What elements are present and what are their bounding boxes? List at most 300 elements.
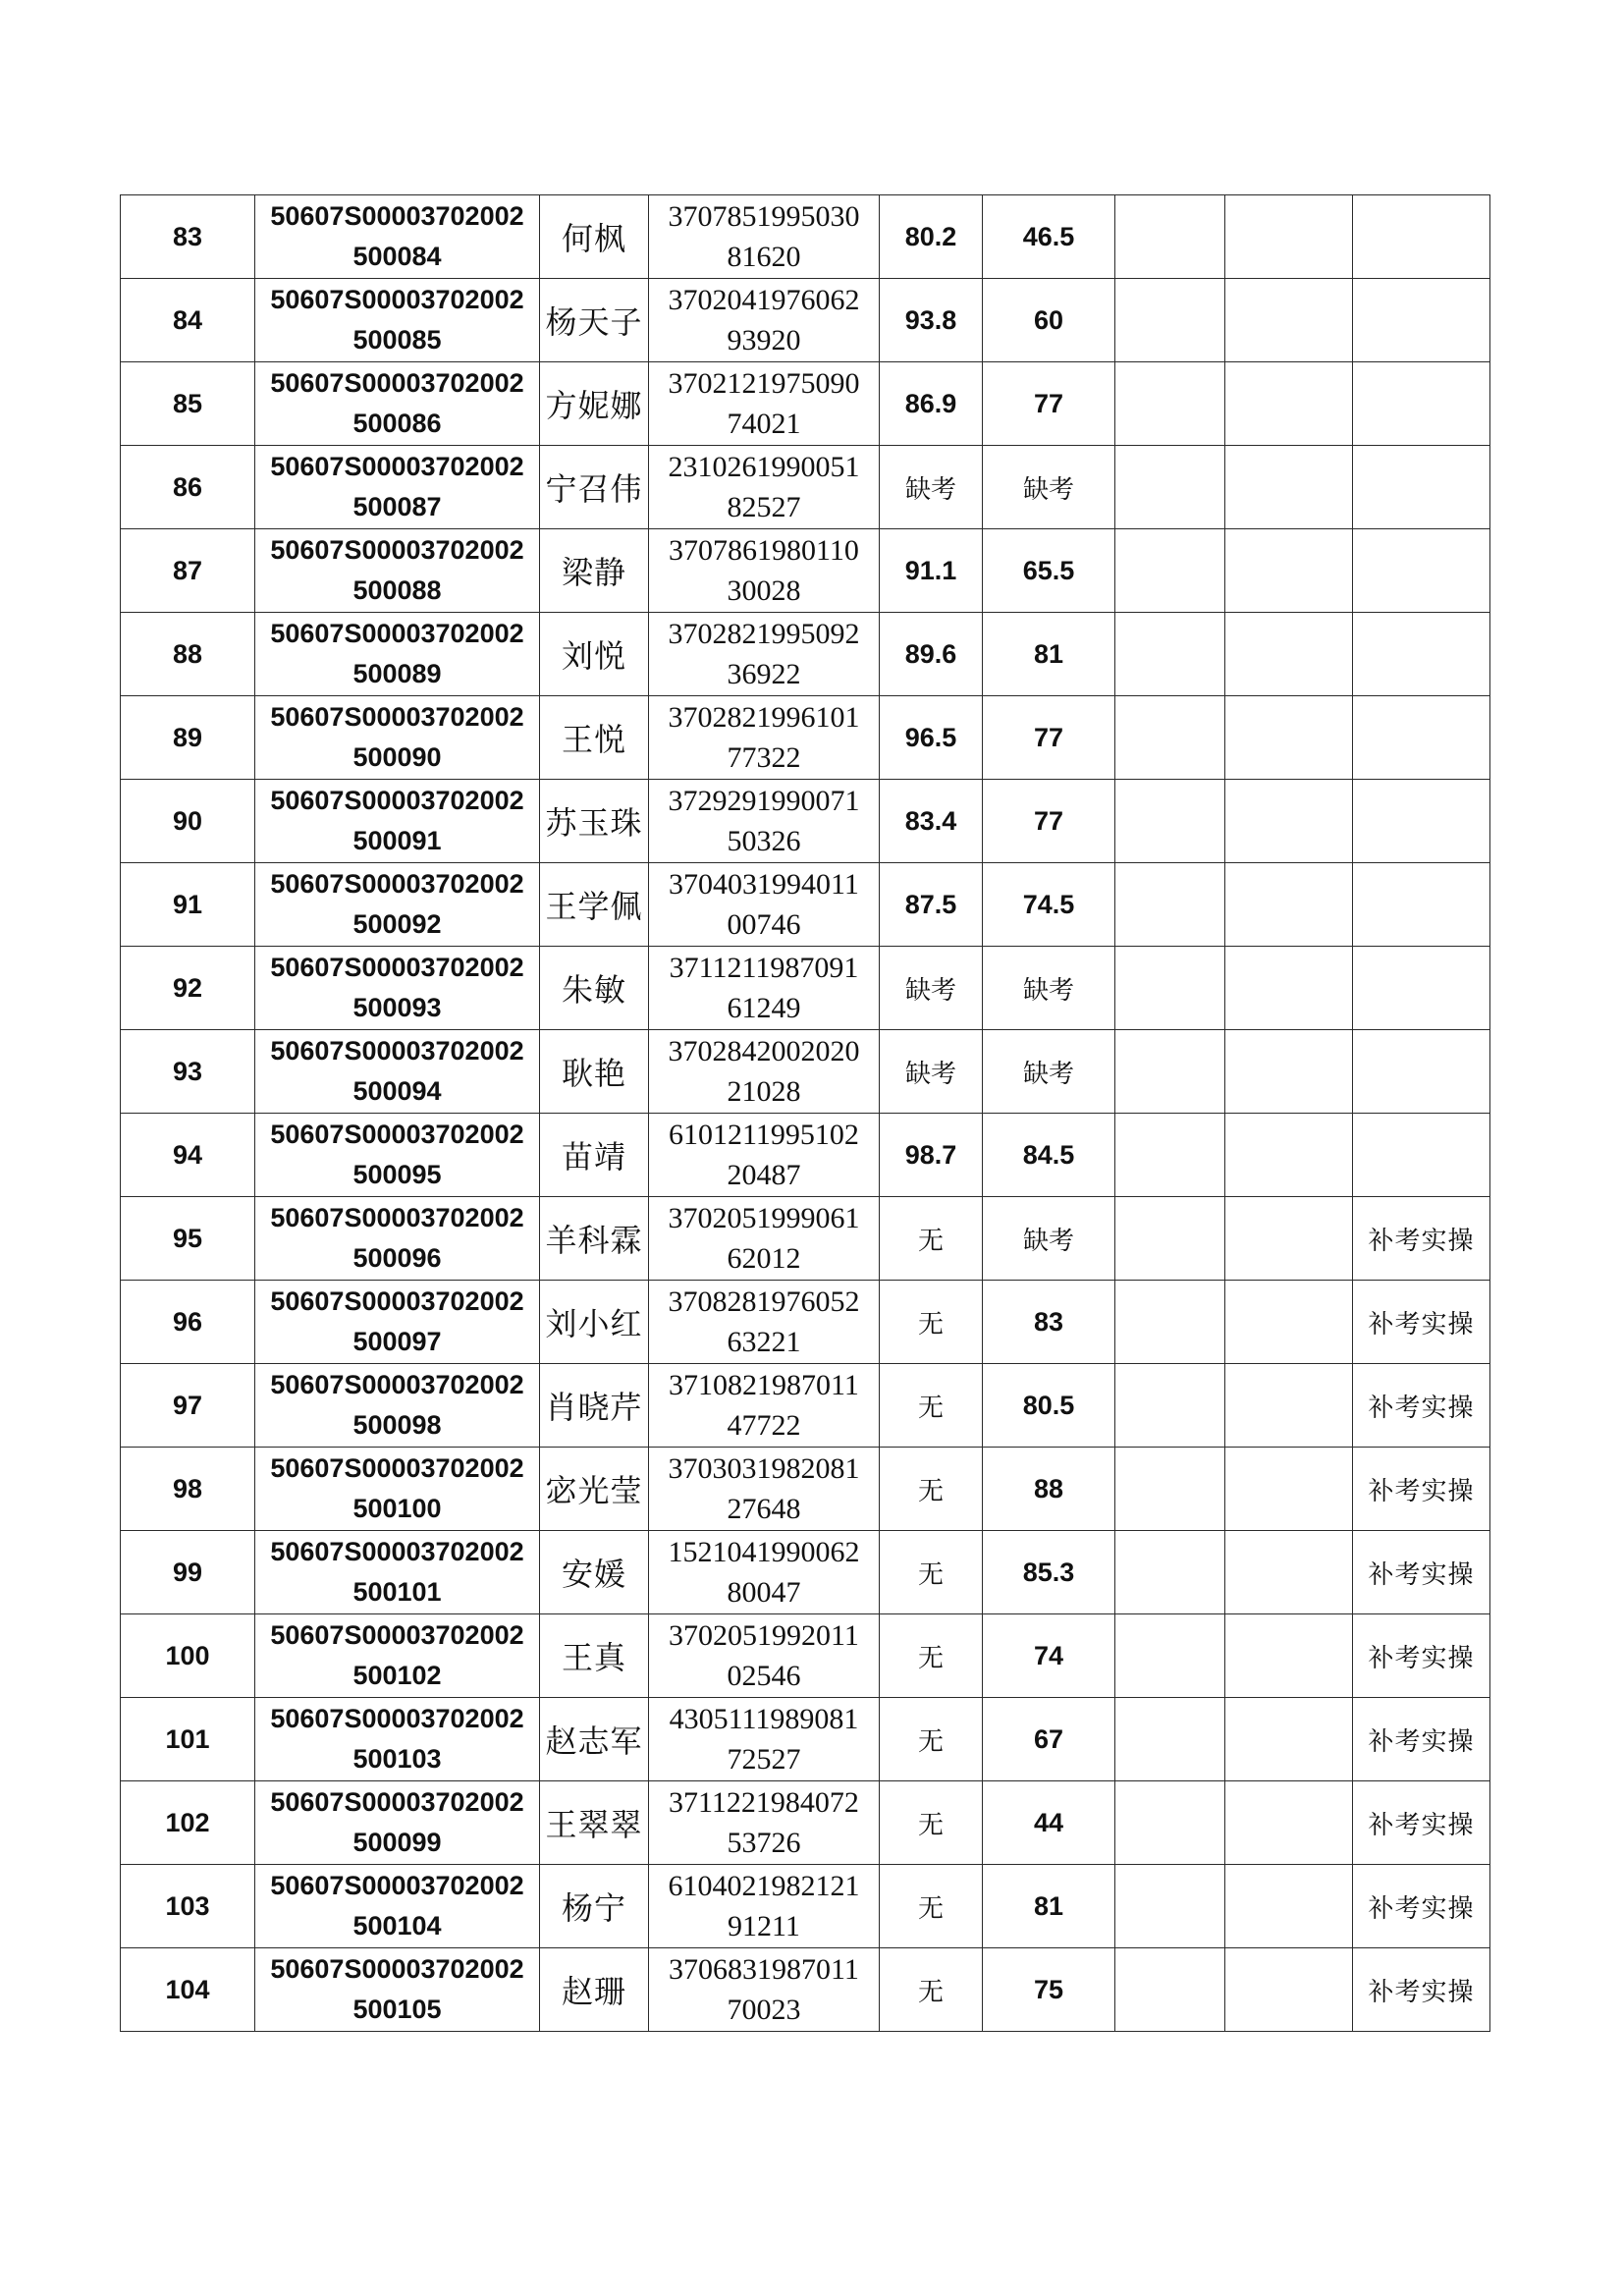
certificate-number-line2: 500088 — [352, 575, 442, 605]
table-body — [121, 195, 1490, 2032]
certificate-number-line2: 500103 — [352, 1744, 442, 1774]
candidate-name: 赵珊 — [540, 1948, 649, 2032]
candidate-name: 王翠翠 — [540, 1781, 649, 1865]
empty-cell — [1225, 1448, 1353, 1531]
id-number — [649, 1364, 880, 1448]
remark — [1353, 863, 1490, 947]
certificate-number — [255, 696, 540, 780]
row-number: 97 — [121, 1364, 255, 1448]
id-number-line1: 3729291990071 — [668, 785, 860, 817]
id-number — [649, 1614, 880, 1698]
id-number-line2: 93920 — [727, 324, 801, 356]
certificate-number-line2: 500101 — [352, 1577, 442, 1607]
empty-cell — [1115, 1114, 1225, 1197]
empty-cell — [1225, 1865, 1353, 1948]
empty-cell — [1225, 529, 1353, 613]
table-row — [121, 446, 1490, 529]
id-number-line1: 6101211995102 — [669, 1119, 859, 1151]
practical-score: 缺考 — [983, 1197, 1115, 1281]
practical-score: 83 — [983, 1281, 1115, 1364]
candidate-name: 刘悦 — [540, 613, 649, 696]
certificate-number — [255, 1281, 540, 1364]
certificate-number-line1: 50607S00003702002 — [270, 1537, 524, 1566]
empty-cell — [1225, 863, 1353, 947]
empty-cell — [1115, 1448, 1225, 1531]
empty-cell — [1225, 1114, 1353, 1197]
remark: 补考实操 — [1353, 1698, 1490, 1781]
theory-score: 无 — [880, 1197, 983, 1281]
id-number-line1: 3703031982081 — [668, 1452, 860, 1485]
id-number-line2: 53726 — [727, 1827, 801, 1859]
remark — [1353, 1114, 1490, 1197]
id-number — [649, 1698, 880, 1781]
id-number-line2: 91211 — [728, 1910, 800, 1942]
id-number — [649, 446, 880, 529]
certificate-number-line2: 500095 — [352, 1160, 442, 1189]
id-number — [649, 613, 880, 696]
candidate-name: 宓光莹 — [540, 1448, 649, 1531]
candidate-name: 苗靖 — [540, 1114, 649, 1197]
candidate-name: 肖晓芹 — [540, 1364, 649, 1448]
id-number-line2: 77322 — [727, 741, 801, 774]
empty-cell — [1225, 1531, 1353, 1614]
practical-score: 84.5 — [983, 1114, 1115, 1197]
theory-score: 无 — [880, 1865, 983, 1948]
id-number-line1: 3710821987011 — [669, 1369, 859, 1401]
table-row — [121, 362, 1490, 446]
certificate-number-line1: 50607S00003702002 — [270, 1704, 524, 1733]
theory-score: 缺考 — [880, 1030, 983, 1114]
empty-cell — [1225, 696, 1353, 780]
empty-cell — [1115, 1197, 1225, 1281]
id-number-line2: 20487 — [727, 1159, 801, 1191]
empty-cell — [1225, 1698, 1353, 1781]
practical-score: 74.5 — [983, 863, 1115, 947]
theory-score: 无 — [880, 1448, 983, 1531]
table-row — [121, 1364, 1490, 1448]
id-number-line1: 3711221984072 — [669, 1786, 859, 1819]
remark — [1353, 780, 1490, 863]
theory-score: 无 — [880, 1281, 983, 1364]
results-table — [120, 194, 1490, 2032]
table-row — [121, 1865, 1490, 1948]
certificate-number-line2: 500102 — [352, 1661, 442, 1690]
id-number — [649, 529, 880, 613]
id-number-line1: 3702051992011 — [669, 1619, 859, 1652]
id-number-line2: 70023 — [727, 1994, 801, 2026]
row-number: 99 — [121, 1531, 255, 1614]
theory-score: 89.6 — [880, 613, 983, 696]
row-number: 90 — [121, 780, 255, 863]
id-number-line1: 3702821995092 — [668, 618, 860, 650]
certificate-number — [255, 863, 540, 947]
id-number-line2: 72527 — [727, 1743, 801, 1776]
table-row — [121, 1114, 1490, 1197]
id-number-line1: 3702121975090 — [668, 367, 860, 400]
empty-cell — [1115, 1364, 1225, 1448]
certificate-number-line1: 50607S00003702002 — [270, 869, 524, 899]
remark — [1353, 362, 1490, 446]
empty-cell — [1115, 1531, 1225, 1614]
table-row — [121, 529, 1490, 613]
certificate-number-line1: 50607S00003702002 — [270, 1203, 524, 1232]
candidate-name: 何枫 — [540, 195, 649, 279]
id-number-line2: 50326 — [727, 825, 801, 857]
empty-cell — [1225, 1364, 1353, 1448]
certificate-number-line2: 500090 — [352, 742, 442, 772]
certificate-number-line1: 50607S00003702002 — [270, 702, 524, 732]
id-number — [649, 1114, 880, 1197]
certificate-number — [255, 1364, 540, 1448]
id-number — [649, 362, 880, 446]
remark: 补考实操 — [1353, 1448, 1490, 1531]
remark — [1353, 613, 1490, 696]
id-number — [649, 947, 880, 1030]
row-number: 100 — [121, 1614, 255, 1698]
certificate-number-line1: 50607S00003702002 — [270, 285, 524, 314]
candidate-name: 王学佩 — [540, 863, 649, 947]
empty-cell — [1225, 1781, 1353, 1865]
empty-cell — [1225, 1614, 1353, 1698]
empty-cell — [1115, 1865, 1225, 1948]
certificate-number-line2: 500087 — [352, 492, 442, 521]
remark — [1353, 529, 1490, 613]
theory-score: 87.5 — [880, 863, 983, 947]
empty-cell — [1225, 1281, 1353, 1364]
id-number-line1: 3711211987091 — [669, 952, 859, 984]
candidate-name: 朱敏 — [540, 947, 649, 1030]
practical-score: 77 — [983, 696, 1115, 780]
candidate-name: 王悦 — [540, 696, 649, 780]
id-number-line1: 6104021982121 — [668, 1870, 860, 1902]
candidate-name: 羊科霖 — [540, 1197, 649, 1281]
table-row — [121, 780, 1490, 863]
remark: 补考实操 — [1353, 1197, 1490, 1281]
empty-cell — [1115, 1030, 1225, 1114]
empty-cell — [1115, 1614, 1225, 1698]
row-number: 87 — [121, 529, 255, 613]
id-number — [649, 863, 880, 947]
theory-score: 缺考 — [880, 446, 983, 529]
certificate-number-line1: 50607S00003702002 — [270, 1036, 524, 1066]
id-number-line1: 3704031994011 — [669, 868, 859, 901]
theory-score: 无 — [880, 1364, 983, 1448]
table-row — [121, 1614, 1490, 1698]
empty-cell — [1225, 279, 1353, 362]
empty-cell — [1225, 613, 1353, 696]
id-number-line2: 62012 — [727, 1242, 801, 1275]
table-row — [121, 1781, 1490, 1865]
theory-score: 缺考 — [880, 947, 983, 1030]
remark: 补考实操 — [1353, 1948, 1490, 2032]
certificate-number-line1: 50607S00003702002 — [270, 1954, 524, 1984]
row-number: 101 — [121, 1698, 255, 1781]
practical-score: 75 — [983, 1948, 1115, 2032]
id-number-line2: 30028 — [727, 574, 801, 607]
candidate-name: 耿艳 — [540, 1030, 649, 1114]
practical-score: 81 — [983, 613, 1115, 696]
table-row — [121, 1448, 1490, 1531]
theory-score: 无 — [880, 1781, 983, 1865]
row-number: 103 — [121, 1865, 255, 1948]
practical-score: 88 — [983, 1448, 1115, 1531]
candidate-name: 宁召伟 — [540, 446, 649, 529]
id-number-line1: 3702041976062 — [668, 284, 860, 316]
certificate-number — [255, 1197, 540, 1281]
id-number-line2: 74021 — [727, 408, 801, 440]
empty-cell — [1115, 696, 1225, 780]
empty-cell — [1115, 1781, 1225, 1865]
id-number-line2: 82527 — [727, 491, 801, 523]
candidate-name: 刘小红 — [540, 1281, 649, 1364]
row-number: 91 — [121, 863, 255, 947]
empty-cell — [1225, 195, 1353, 279]
certificate-number-line1: 50607S00003702002 — [270, 1787, 524, 1817]
practical-score: 77 — [983, 362, 1115, 446]
table-row — [121, 947, 1490, 1030]
remark — [1353, 446, 1490, 529]
candidate-name: 方妮娜 — [540, 362, 649, 446]
id-number-line2: 27648 — [727, 1493, 801, 1525]
id-number-line1: 2310261990051 — [668, 451, 860, 483]
empty-cell — [1225, 1948, 1353, 2032]
certificate-number-line2: 500092 — [352, 909, 442, 939]
empty-cell — [1225, 1030, 1353, 1114]
certificate-number-line2: 500091 — [352, 826, 442, 855]
id-number — [649, 195, 880, 279]
certificate-number — [255, 279, 540, 362]
certificate-number — [255, 1114, 540, 1197]
remark: 补考实操 — [1353, 1614, 1490, 1698]
id-number — [649, 279, 880, 362]
practical-score: 缺考 — [983, 947, 1115, 1030]
theory-score: 96.5 — [880, 696, 983, 780]
candidate-name: 王真 — [540, 1614, 649, 1698]
practical-score: 46.5 — [983, 195, 1115, 279]
remark: 补考实操 — [1353, 1364, 1490, 1448]
candidate-name: 杨宁 — [540, 1865, 649, 1948]
row-number: 96 — [121, 1281, 255, 1364]
id-number-line1: 3707851995030 — [668, 200, 860, 233]
empty-cell — [1115, 362, 1225, 446]
id-number — [649, 1781, 880, 1865]
table-row — [121, 696, 1490, 780]
certificate-number — [255, 1781, 540, 1865]
theory-score: 98.7 — [880, 1114, 983, 1197]
certificate-number-line2: 500096 — [352, 1243, 442, 1273]
id-number — [649, 1531, 880, 1614]
certificate-number-line1: 50607S00003702002 — [270, 368, 524, 398]
practical-score: 44 — [983, 1781, 1115, 1865]
remark — [1353, 195, 1490, 279]
empty-cell — [1115, 613, 1225, 696]
table-row — [121, 1281, 1490, 1364]
row-number: 89 — [121, 696, 255, 780]
candidate-name: 安媛 — [540, 1531, 649, 1614]
empty-cell — [1115, 279, 1225, 362]
id-number-line2: 80047 — [727, 1576, 801, 1609]
certificate-number-line1: 50607S00003702002 — [270, 535, 524, 565]
certificate-number-line1: 50607S00003702002 — [270, 1120, 524, 1149]
certificate-number — [255, 1865, 540, 1948]
id-number — [649, 696, 880, 780]
row-number: 88 — [121, 613, 255, 696]
row-number: 93 — [121, 1030, 255, 1114]
empty-cell — [1115, 1948, 1225, 2032]
remark — [1353, 696, 1490, 780]
practical-score: 74 — [983, 1614, 1115, 1698]
theory-score: 91.1 — [880, 529, 983, 613]
certificate-number-line2: 500105 — [352, 1995, 442, 2024]
certificate-number-line1: 50607S00003702002 — [270, 1286, 524, 1316]
certificate-number-line1: 50607S00003702002 — [270, 619, 524, 648]
candidate-name: 杨天子 — [540, 279, 649, 362]
certificate-number-line2: 500099 — [352, 1828, 442, 1857]
certificate-number — [255, 1448, 540, 1531]
certificate-number-line2: 500094 — [352, 1076, 442, 1106]
id-number-line2: 36922 — [727, 658, 801, 690]
empty-cell — [1225, 947, 1353, 1030]
certificate-number-line1: 50607S00003702002 — [270, 1871, 524, 1900]
remark: 补考实操 — [1353, 1781, 1490, 1865]
certificate-number — [255, 1698, 540, 1781]
certificate-number — [255, 446, 540, 529]
id-number — [649, 1948, 880, 2032]
id-number-line1: 1521041990062 — [668, 1536, 860, 1568]
empty-cell — [1115, 947, 1225, 1030]
empty-cell — [1225, 780, 1353, 863]
id-number-line1: 3702051999061 — [668, 1202, 860, 1234]
certificate-number — [255, 780, 540, 863]
id-number-line2: 21028 — [727, 1075, 801, 1108]
id-number-line1: 3706831987011 — [669, 1953, 859, 1986]
id-number-line2: 00746 — [727, 908, 801, 941]
row-number: 95 — [121, 1197, 255, 1281]
id-number — [649, 1865, 880, 1948]
theory-score: 93.8 — [880, 279, 983, 362]
certificate-number-line1: 50607S00003702002 — [270, 1620, 524, 1650]
certificate-number-line1: 50607S00003702002 — [270, 1453, 524, 1483]
id-number-line2: 81620 — [727, 241, 801, 273]
table-row — [121, 1030, 1490, 1114]
empty-cell — [1115, 1698, 1225, 1781]
remark — [1353, 279, 1490, 362]
empty-cell — [1225, 446, 1353, 529]
certificate-number-line2: 500100 — [352, 1494, 442, 1523]
remark — [1353, 947, 1490, 1030]
certificate-number-line2: 500089 — [352, 659, 442, 688]
certificate-number — [255, 1614, 540, 1698]
certificate-number-line1: 50607S00003702002 — [270, 953, 524, 982]
row-number: 85 — [121, 362, 255, 446]
candidate-name: 苏玉珠 — [540, 780, 649, 863]
id-number-line1: 3707861980110 — [669, 534, 859, 567]
theory-score: 无 — [880, 1948, 983, 2032]
certificate-number-line1: 50607S00003702002 — [270, 1370, 524, 1399]
id-number-line2: 61249 — [727, 992, 801, 1024]
table-row — [121, 1531, 1490, 1614]
theory-score: 80.2 — [880, 195, 983, 279]
certificate-number-line2: 500098 — [352, 1410, 442, 1440]
certificate-number-line2: 500086 — [352, 409, 442, 438]
certificate-number — [255, 613, 540, 696]
practical-score: 缺考 — [983, 1030, 1115, 1114]
candidate-name: 梁静 — [540, 529, 649, 613]
row-number: 94 — [121, 1114, 255, 1197]
certificate-number-line2: 500085 — [352, 325, 442, 355]
remark: 补考实操 — [1353, 1865, 1490, 1948]
certificate-number — [255, 1531, 540, 1614]
empty-cell — [1225, 1197, 1353, 1281]
empty-cell — [1115, 529, 1225, 613]
row-number: 84 — [121, 279, 255, 362]
table-row — [121, 195, 1490, 279]
certificate-number-line1: 50607S00003702002 — [270, 452, 524, 481]
empty-cell — [1115, 446, 1225, 529]
empty-cell — [1115, 1281, 1225, 1364]
id-number — [649, 1197, 880, 1281]
theory-score: 无 — [880, 1614, 983, 1698]
empty-cell — [1115, 863, 1225, 947]
practical-score: 60 — [983, 279, 1115, 362]
table-row — [121, 863, 1490, 947]
certificate-number — [255, 1030, 540, 1114]
id-number-line2: 02546 — [727, 1660, 801, 1692]
certificate-number-line2: 500084 — [352, 242, 442, 271]
id-number-line2: 47722 — [727, 1409, 801, 1442]
id-number — [649, 1448, 880, 1531]
practical-score: 缺考 — [983, 446, 1115, 529]
id-number — [649, 1281, 880, 1364]
practical-score: 65.5 — [983, 529, 1115, 613]
theory-score: 无 — [880, 1698, 983, 1781]
id-number-line1: 3708281976052 — [668, 1285, 860, 1318]
table-row — [121, 613, 1490, 696]
id-number-line1: 3702821996101 — [668, 701, 860, 734]
certificate-number-line2: 500097 — [352, 1327, 442, 1356]
id-number-line1: 4305111989081 — [669, 1703, 859, 1735]
table-row — [121, 1948, 1490, 2032]
certificate-number — [255, 529, 540, 613]
row-number: 92 — [121, 947, 255, 1030]
table-row — [121, 1197, 1490, 1281]
certificate-number-line1: 50607S00003702002 — [270, 201, 524, 231]
practical-score: 77 — [983, 780, 1115, 863]
certificate-number — [255, 1948, 540, 2032]
id-number — [649, 1030, 880, 1114]
row-number: 104 — [121, 1948, 255, 2032]
id-number-line2: 63221 — [727, 1326, 801, 1358]
theory-score: 86.9 — [880, 362, 983, 446]
theory-score: 无 — [880, 1531, 983, 1614]
candidate-name: 赵志军 — [540, 1698, 649, 1781]
id-number-line1: 3702842002020 — [668, 1035, 860, 1067]
empty-cell — [1115, 195, 1225, 279]
certificate-number-line1: 50607S00003702002 — [270, 786, 524, 815]
remark — [1353, 1030, 1490, 1114]
table-row — [121, 1698, 1490, 1781]
practical-score: 80.5 — [983, 1364, 1115, 1448]
table-row — [121, 279, 1490, 362]
row-number: 86 — [121, 446, 255, 529]
empty-cell — [1115, 780, 1225, 863]
remark: 补考实操 — [1353, 1281, 1490, 1364]
certificate-number — [255, 362, 540, 446]
row-number: 102 — [121, 1781, 255, 1865]
practical-score: 81 — [983, 1865, 1115, 1948]
certificate-number — [255, 947, 540, 1030]
certificate-number-line2: 500104 — [352, 1911, 442, 1941]
